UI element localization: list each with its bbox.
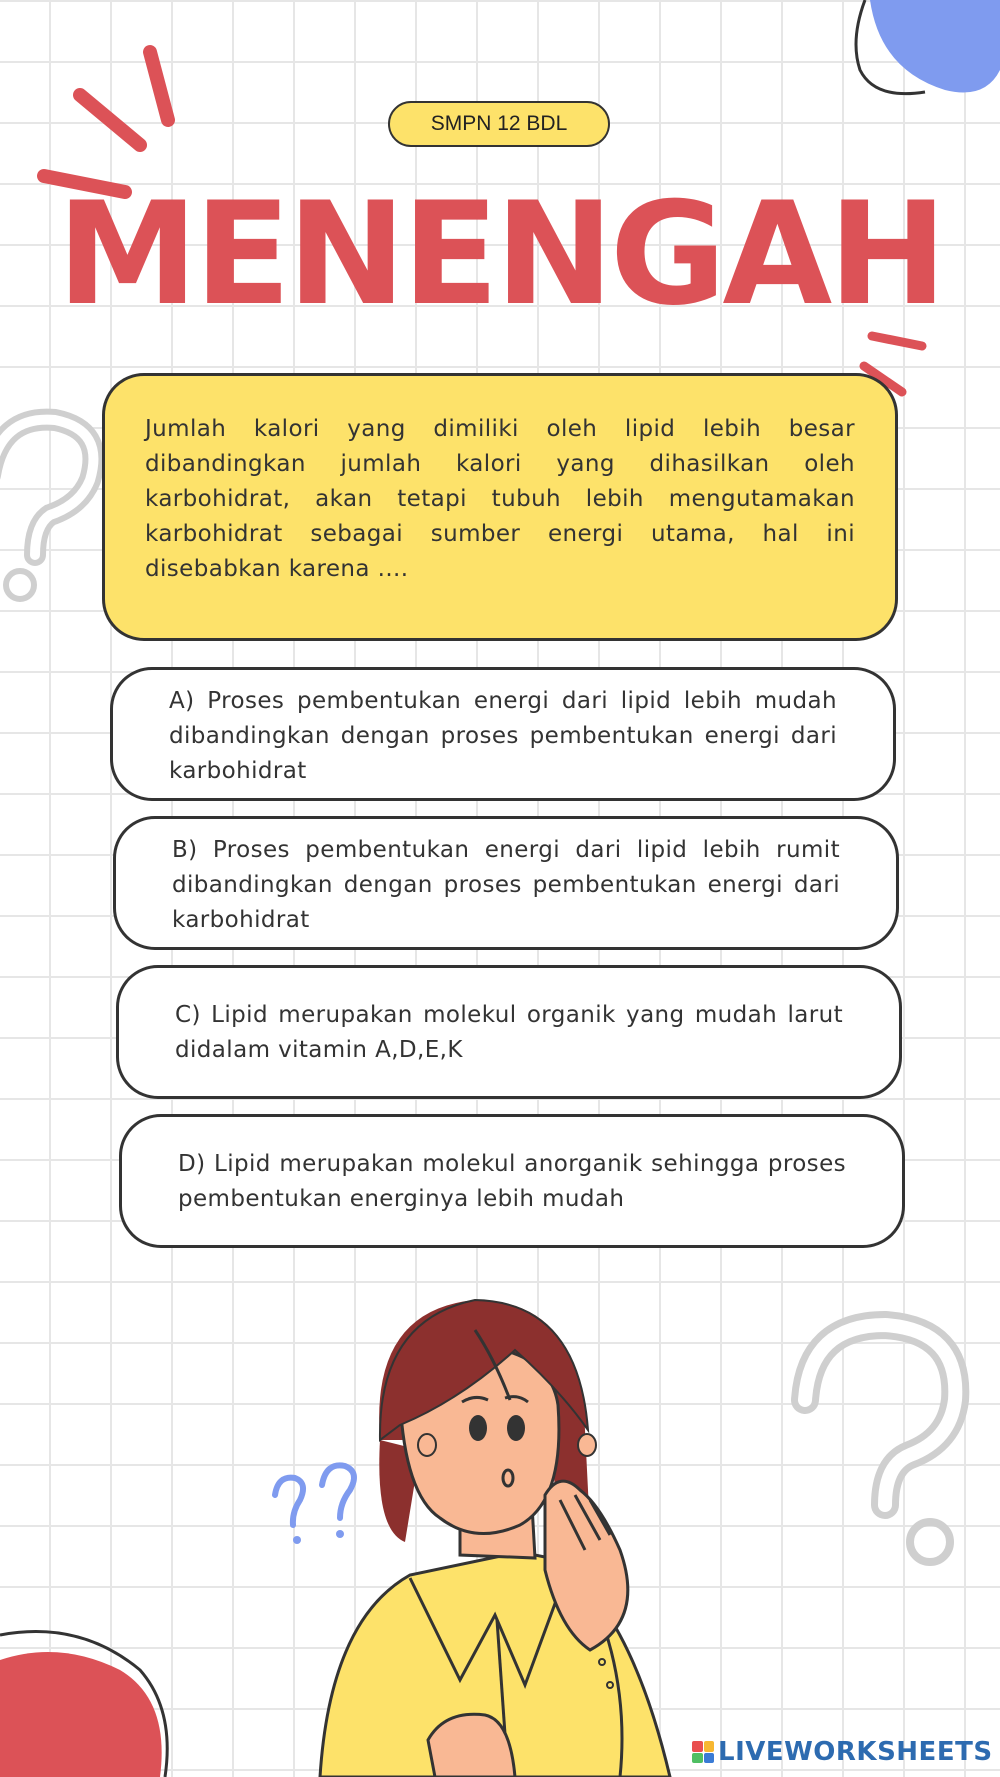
answer-option-b[interactable] <box>113 816 899 950</box>
question-mark-icon <box>780 1310 980 1570</box>
answer-option-c[interactable] <box>116 965 902 1099</box>
answer-option-d[interactable] <box>119 1114 905 1248</box>
red-blob-decoration <box>0 1620 180 1777</box>
page-title: MENENGAH <box>56 172 944 337</box>
liveworksheets-logo-icon <box>692 1741 714 1763</box>
question-card <box>102 373 898 641</box>
character-illustration <box>260 1290 780 1777</box>
option-text: B) Proses pembentukan energi dari lipid lebih rumit dibandingkan dengan proses pembentukan energi dari karbohidrat <box>172 837 840 933</box>
option-text: A) Proses pembentukan energi dari lipid lebih mudah dibandingkan dengan proses pembentukan energi dari karbohidrat <box>169 688 837 784</box>
question-text: Jumlah kalori yang dimiliki oleh lipid lebih besar dibandingkan jumlah kalori yang dihasilkan oleh karbohidrat, akan tetapi tubuh lebih mengutamakan karbohidrat sebagai sumber energi utama, hal ini disebabkan karena .... <box>145 416 855 582</box>
answer-option-a[interactable] <box>110 667 896 801</box>
option-text: D) Lipid merupakan molekul anorganik sehingga proses pembentukan energinya lebih mudah <box>178 1151 846 1212</box>
option-text: C) Lipid merupakan molekul organik yang mudah larut didalam vitamin A,D,E,K <box>175 1002 843 1063</box>
liveworksheets-watermark[interactable] <box>692 1735 993 1769</box>
watermark-text: LIVEWORKSHEETS <box>718 1737 993 1767</box>
question-mark-icon <box>0 405 110 605</box>
school-badge: SMPN 12 BDL <box>388 101 610 147</box>
